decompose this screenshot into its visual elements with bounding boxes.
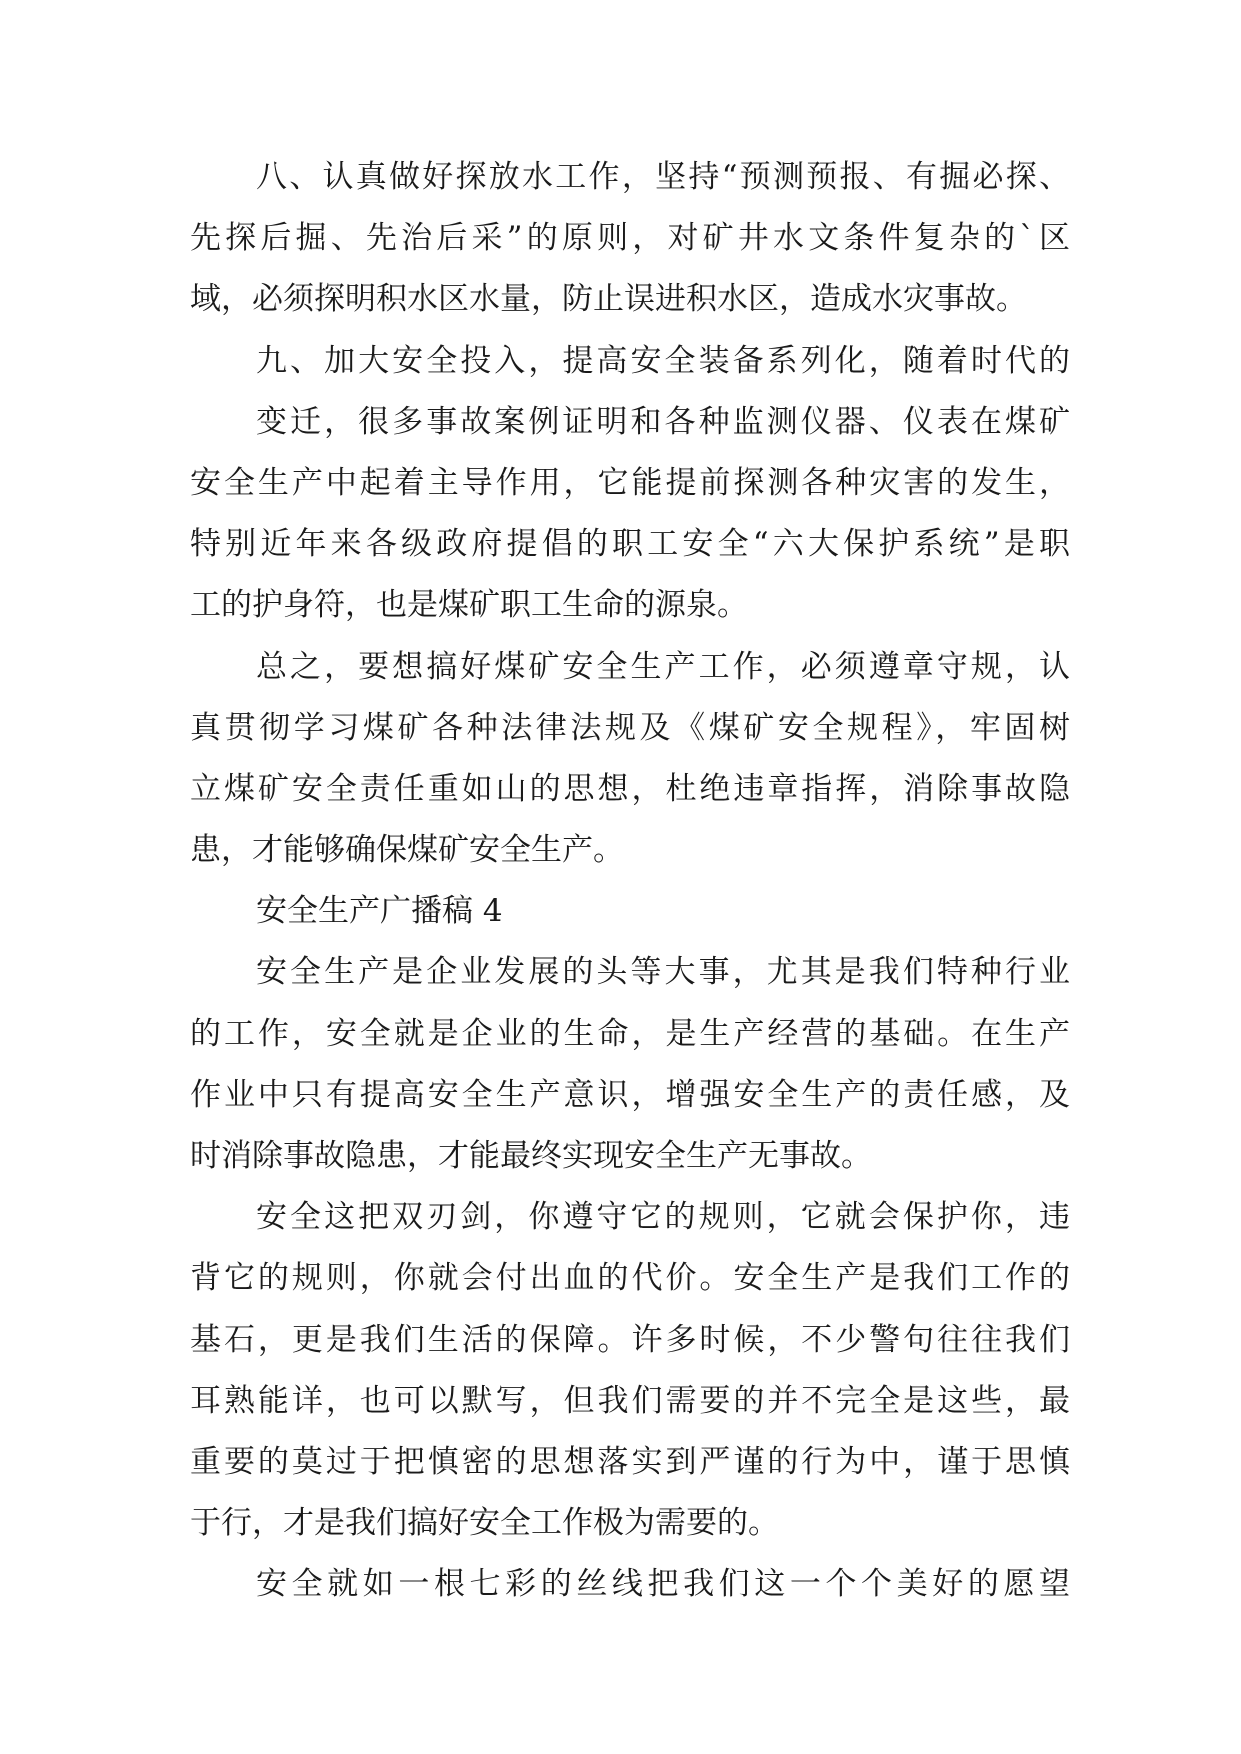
text-line: 的工作，安全就是企业的生命，是生产经营的基础。在生产 xyxy=(190,1015,1070,1052)
text-line: 患，才能够确保煤矿安全生产。 xyxy=(190,832,624,869)
text-line: 安全生产中起着主导作用，它能提前探测各种灾害的发生， xyxy=(190,464,1070,501)
text-line: 工的护身符，也是煤矿职工生命的源泉。 xyxy=(190,587,748,624)
text-line: 作业中只有提高安全生产意识，增强安全生产的责任感，及 xyxy=(190,1076,1070,1113)
text-line: 安全这把双刃剑，你遵守它的规则，它就会保护你，违 xyxy=(256,1199,1070,1236)
text-line: 总之，要想搞好煤矿安全生产工作，必须遵章守规，认 xyxy=(256,648,1070,685)
text-line: 真贯彻学习煤矿各种法律法规及《煤矿安全规程》，牢固树 xyxy=(190,709,1070,746)
text-line: 安全生产是企业发展的头等大事，尤其是我们特种行业 xyxy=(256,954,1070,991)
text-line: 特别近年来各级政府提倡的职工安全“六大保护系统”是职 xyxy=(190,526,1070,563)
text-line: 于行，才是我们搞好安全工作极为需要的。 xyxy=(190,1505,779,1542)
section-heading: 安全生产广播稿 4 xyxy=(256,893,503,930)
text-line: 立煤矿安全责任重如山的思想，杜绝违章指挥，消除事故隐 xyxy=(190,770,1070,807)
text-line: 域，必须探明积水区水量，防止误进积水区，造成水灾事故。 xyxy=(190,281,1027,318)
text-line: 变迁，很多事故案例证明和各种监测仪器、仪表在煤矿 xyxy=(256,403,1070,440)
text-line: 基石，更是我们生活的保障。许多时候，不少警句往往我们 xyxy=(190,1321,1070,1358)
document-body xyxy=(190,147,1070,1616)
text-line: 九、加大安全投入，提高安全装备系列化，随着时代的 xyxy=(256,342,1070,379)
text-line: 安全就如一根七彩的丝线把我们这一个个美好的愿望 xyxy=(256,1566,1070,1603)
text-line: 重要的莫过于把慎密的思想落实到严谨的行为中，谨于思慎 xyxy=(190,1443,1070,1480)
text-line: 时消除事故隐患，才能最终实现安全生产无事故。 xyxy=(190,1138,872,1174)
text-line: 耳熟能详，也可以默写，但我们需要的并不完全是这些，最 xyxy=(190,1382,1070,1419)
text-line: 八、认真做好探放水工作，坚持“预测预报、有掘必探、 xyxy=(256,159,1070,195)
text-line: 背它的规则，你就会付出血的代价。安全生产是我们工作的 xyxy=(190,1260,1070,1297)
text-line: 先探后掘、先治后采”的原则，对矿井水文条件复杂的`区 xyxy=(190,220,1070,257)
